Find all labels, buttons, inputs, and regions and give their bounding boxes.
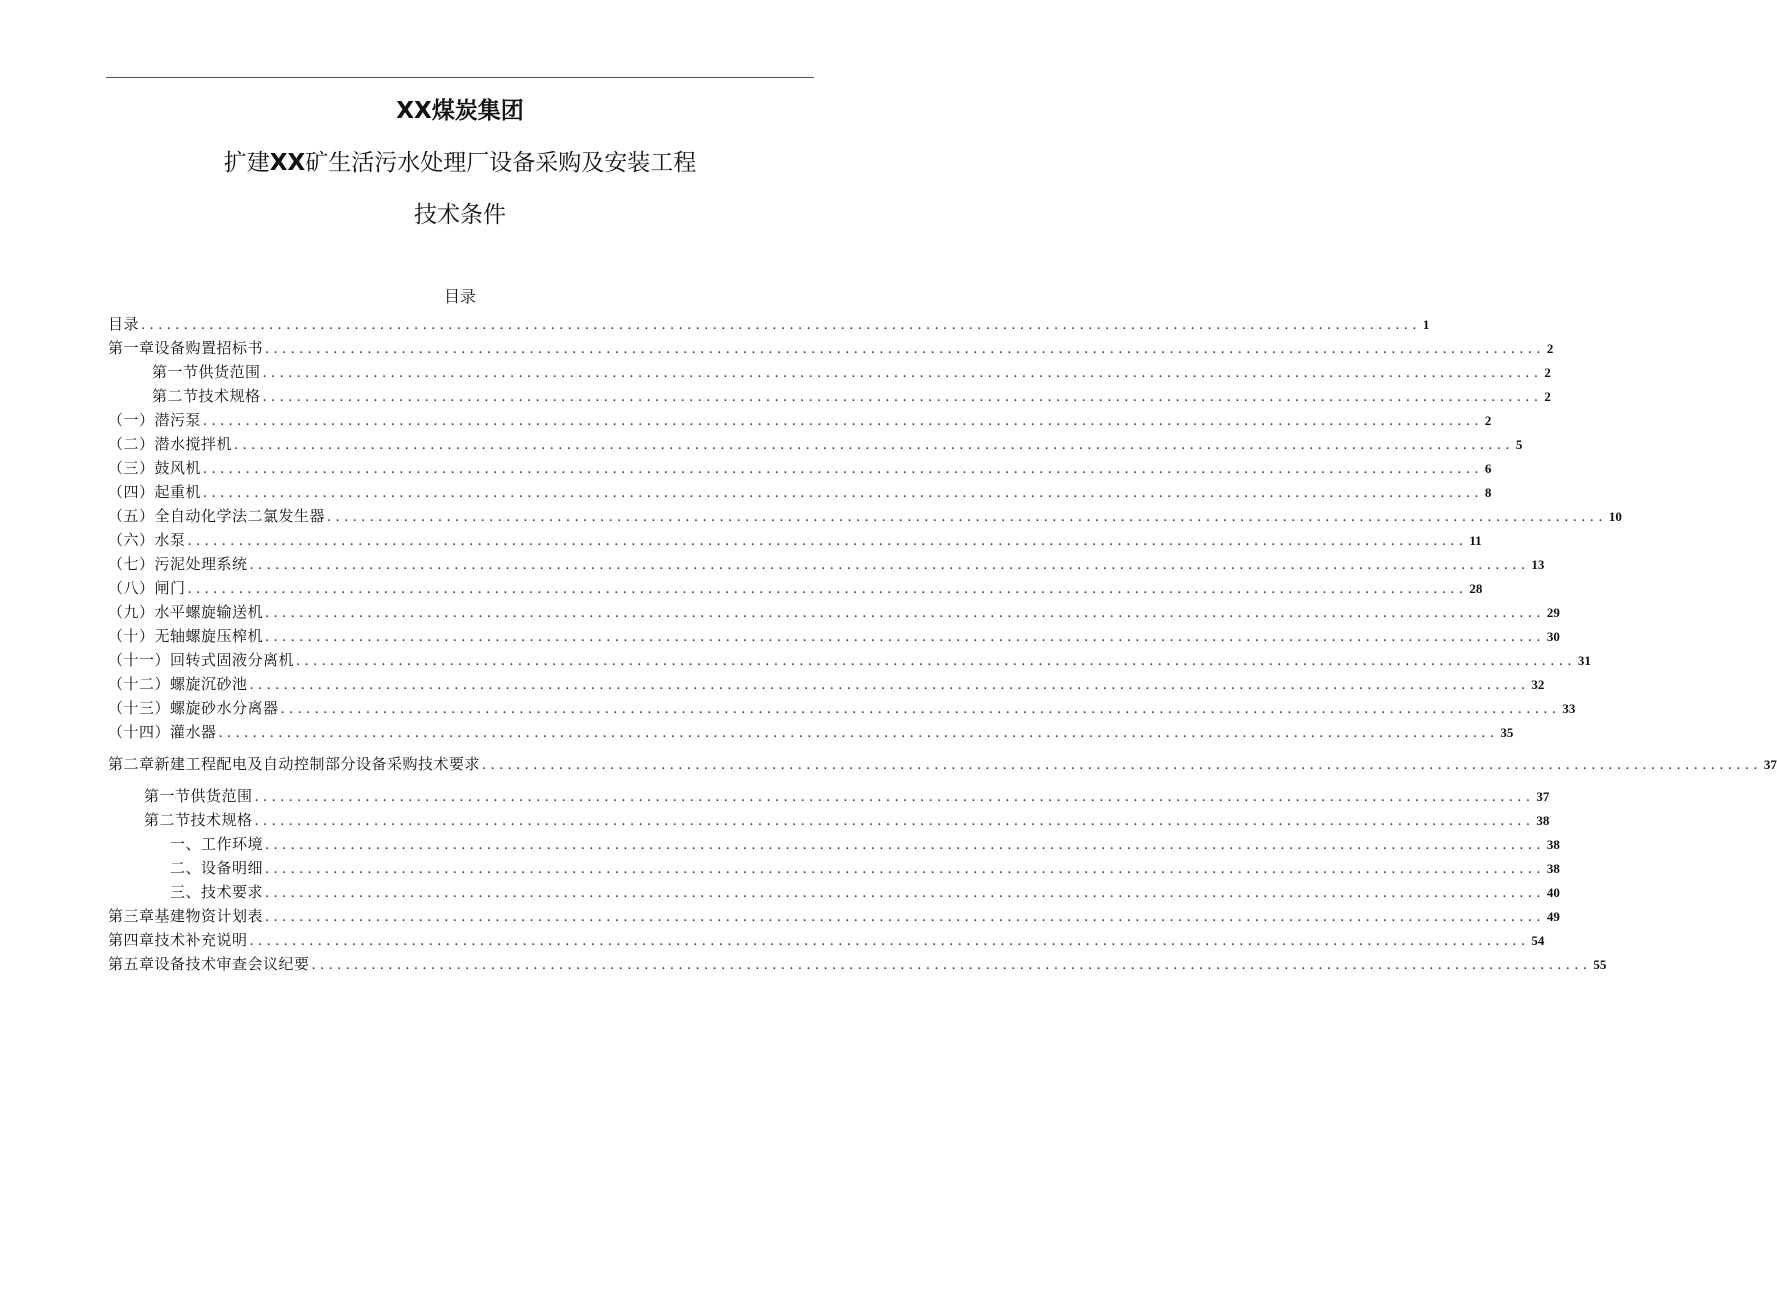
toc-leader-dots: ...................................................................................................................................................... [218, 726, 1499, 741]
toc-entry-page: 13 [1531, 557, 1545, 572]
title-company-name: 煤炭集团 [431, 98, 524, 124]
toc-entry-label: 目录 [108, 315, 140, 333]
toc-entry-label: 一、工作环境 [170, 835, 264, 853]
toc-leader-dots: ...................................................................................................................................................... [262, 390, 1543, 405]
toc-leader-dots: ...................................................................................................................................................... [187, 582, 1468, 597]
toc-entry-page: 37 [1763, 757, 1777, 772]
toc-entry-page: 37 [1536, 789, 1550, 804]
toc-entry-page: 29 [1546, 605, 1560, 620]
toc-entry-page: 32 [1531, 677, 1545, 692]
toc-entry-page: 28 [1469, 581, 1483, 596]
toc-entry-page: 54 [1531, 933, 1545, 948]
toc-entry-ch1-section-2[interactable] [152, 386, 1551, 406]
toc-leader-dots: ...................................................................................................................................................... [265, 910, 1545, 925]
toc-entry-item-3[interactable] [108, 458, 1492, 478]
toc-entry-page: 8 [1484, 485, 1492, 500]
toc-entry-page: 31 [1577, 653, 1591, 668]
toc-entry-ch2-sub-2[interactable] [170, 858, 1560, 878]
toc-entry-label: （六）水泵 [108, 531, 186, 549]
toc-entry-item-13[interactable] [108, 698, 1576, 718]
document-title-line-3: 技术条件 [414, 202, 506, 228]
toc-entry-label: （十三）螺旋砂水分离器 [108, 699, 279, 717]
toc-entry-label: （十）无轴螺旋压榨机 [108, 627, 264, 645]
toc-entry-label: 第二章新建工程配电及自动控制部分设备采购技术要求 [108, 755, 481, 773]
toc-entry-label: （三）鼓风机 [108, 459, 202, 477]
toc-entry-item-8[interactable] [108, 578, 1483, 598]
toc-leader-dots: ...................................................................................................................................................... [249, 678, 1530, 693]
toc-leader-dots: ...................................................................................................................................................... [249, 558, 1530, 573]
toc-entry-label: （十一）回转式固液分离机 [108, 651, 295, 669]
toc-leader-dots: ...................................................................................................................................................... [262, 366, 1543, 381]
toc-entry-label: （十二）螺旋沉砂池 [108, 675, 248, 693]
toc-entry-item-5[interactable] [108, 506, 1622, 526]
toc-entry-page: 38 [1536, 813, 1550, 828]
toc-entry-page: 2 [1544, 365, 1551, 380]
toc-entry-item-14[interactable] [108, 722, 1514, 742]
toc-leader-dots: ...................................................................................................................................................... [187, 534, 1468, 549]
toc-leader-dots: ...................................................................................................................................................... [265, 342, 1545, 357]
toc-entry-ch2-section-1[interactable] [144, 786, 1550, 806]
toc-entry-label: 第五章设备技术审查会议纪要 [108, 955, 310, 973]
toc-leader-dots: ...................................................................................................................................................... [265, 606, 1545, 621]
toc-entry-label: 三、技术要求 [170, 883, 264, 901]
toc-entry-chapter-2[interactable] [108, 754, 1777, 774]
toc-entry-label: 第一节供货范围 [152, 363, 261, 381]
toc-entry-label: 第二节技术规格 [144, 811, 253, 829]
toc-entry-label: 第四章技术补充说明 [108, 931, 248, 949]
title-company-code: XX [396, 98, 432, 124]
toc-entry-item-6[interactable] [108, 530, 1482, 550]
toc-entry-label: （七）污泥处理系统 [108, 555, 248, 573]
toc-entry-chapter-5[interactable] [108, 954, 1607, 974]
toc-leader-dots: ...................................................................................................................................................... [482, 758, 1762, 773]
toc-entry-item-10[interactable] [108, 626, 1560, 646]
toc-entry-label: 第一节供货范围 [144, 787, 253, 805]
toc-entry-page: 35 [1500, 725, 1514, 740]
toc-entry-label: （四）起重机 [108, 483, 202, 501]
toc-leader-dots: ...................................................................................................................................................... [311, 958, 1592, 973]
toc-entry-label: 第一章设备购置招标书 [108, 339, 264, 357]
toc-entry-page: 30 [1546, 629, 1560, 644]
toc-entry-ch2-sub-3[interactable] [170, 882, 1560, 902]
toc-entry-page: 2 [1484, 413, 1492, 428]
toc-entry-item-11[interactable] [108, 650, 1591, 670]
toc-entry-item-4[interactable] [108, 482, 1492, 502]
toc-entry-item-1[interactable] [108, 410, 1492, 430]
toc-entry-page: 2 [1544, 389, 1551, 404]
toc-leader-dots: ...................................................................................................................................................... [265, 838, 1545, 853]
title-project-prefix: 扩建 [223, 150, 270, 176]
toc-leader-dots: ...................................................................................................................................................... [203, 462, 1483, 477]
toc-entry-ch2-section-2[interactable] [144, 810, 1550, 830]
toc-leader-dots: ...................................................................................................................................................... [234, 438, 1514, 453]
toc-entry-label: （二）潜水搅拌机 [108, 435, 233, 453]
document-title-line-2 [0, 149, 920, 177]
toc-entry-page: 1 [1422, 317, 1430, 332]
toc-entry-page: 55 [1593, 957, 1607, 972]
toc-leader-dots: ...................................................................................................................................................... [203, 486, 1483, 501]
toc-entry-ch1-section-1[interactable] [152, 362, 1551, 382]
toc-leader-dots: ...................................................................................................................................................... [254, 814, 1535, 829]
toc-entry-page: 10 [1608, 509, 1622, 524]
toc-entry-label: （一）潜污泵 [108, 411, 202, 429]
toc-leader-dots: ...................................................................................................................................................... [249, 934, 1530, 949]
toc-entry-chapter-3[interactable] [108, 906, 1560, 926]
toc-entry-page: 2 [1546, 341, 1554, 356]
title-mine-code: XX [269, 150, 306, 176]
toc-entry-item-12[interactable] [108, 674, 1545, 694]
toc-entry-page: 6 [1484, 461, 1492, 476]
toc-leader-dots: ...................................................................................................................................................... [265, 862, 1545, 877]
toc-entry-label: （十四）灌水器 [108, 723, 217, 741]
toc-heading: 目录 [443, 287, 476, 306]
toc-leader-dots: ...................................................................................................................................................... [141, 318, 1421, 333]
toc-entry-ch2-sub-1[interactable] [170, 834, 1560, 854]
toc-entry-label: （八）闸门 [108, 579, 186, 597]
toc-leader-dots: ...................................................................................................................................................... [296, 654, 1576, 669]
toc-entry-page: 38 [1546, 861, 1560, 876]
toc-entry-item-9[interactable] [108, 602, 1560, 622]
toc-leader-dots: ...................................................................................................................................................... [203, 414, 1483, 429]
toc-leader-dots: ...................................................................................................................................................... [265, 630, 1545, 645]
toc-entry-chapter-4[interactable] [108, 930, 1545, 950]
title-project-name: 矿生活污水处理厂设备采购及安装工程 [305, 150, 697, 176]
toc-leader-dots: ...................................................................................................................................................... [254, 790, 1535, 805]
toc-entry-page: 40 [1546, 885, 1560, 900]
toc-entry-label: 第二节技术规格 [152, 387, 261, 405]
document-title-line-1 [0, 97, 920, 125]
toc-leader-dots: ...................................................................................................................................................... [265, 886, 1545, 901]
toc-entry-page: 33 [1562, 701, 1576, 716]
header-rule [106, 77, 814, 78]
toc-entry-page: 5 [1515, 437, 1523, 452]
toc-entry-label: （五）全自动化学法二氯发生器 [108, 507, 326, 525]
toc-leader-dots: ...................................................................................................................................................... [327, 510, 1607, 525]
toc-entry-page: 38 [1546, 837, 1560, 852]
toc-entry-page: 11 [1469, 533, 1482, 548]
toc-entry-page: 49 [1546, 909, 1560, 924]
toc-leader-dots: ...................................................................................................................................................... [280, 702, 1561, 717]
toc-entry-item-7[interactable] [108, 554, 1545, 574]
toc-entry-label: （九）水平螺旋输送机 [108, 603, 264, 621]
toc-entry-label: 二、设备明细 [170, 859, 264, 877]
toc-entry-item-2[interactable] [108, 434, 1523, 454]
toc-entry-chapter-1[interactable] [108, 338, 1554, 358]
toc-entry-label: 第三章基建物资计划表 [108, 907, 264, 925]
toc-entry-contents[interactable] [108, 314, 1430, 334]
